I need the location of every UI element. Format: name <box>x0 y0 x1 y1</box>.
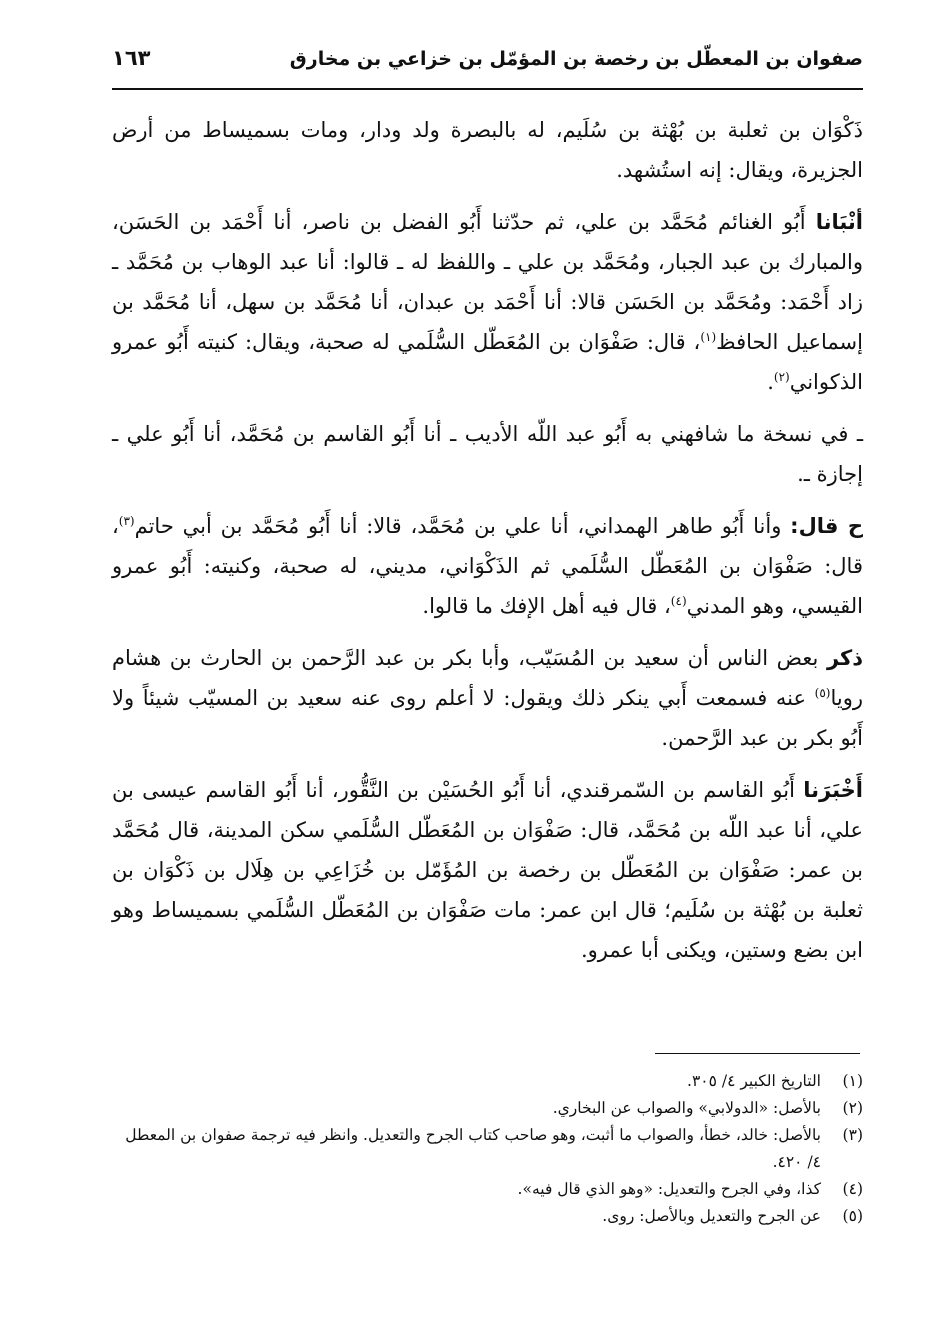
footnote-marker: (٢) <box>773 370 790 384</box>
footnote-text: التاريخ الكبير ٤/ ٣٠٥. <box>687 1072 821 1090</box>
page-number: ١٦٣ <box>112 46 151 70</box>
paragraph-1 <box>112 110 863 190</box>
paragraph-text: ، قال فيه أهل الإفك ما قالوا. <box>422 594 671 618</box>
paragraph-text: ـ في نسخة ما شافهني به أَبُو عبد اللّه الأديب ـ أنا أَبُو القاسم بن مُحَمَّد، أنا أَبُو علي ـ إجازة ـ. <box>112 422 863 486</box>
footnote-marker: (٥) <box>814 686 831 700</box>
paragraph-5 <box>112 638 863 758</box>
footnote-number: (٣) <box>842 1126 863 1144</box>
header-divider <box>112 88 863 90</box>
footnotes <box>112 1068 863 1230</box>
paragraph-lead: أَخْبَرَنا <box>803 778 863 802</box>
paragraph-lead: أنْبَانا <box>815 210 863 234</box>
footnote-1 <box>112 1068 863 1095</box>
footnote-3 <box>112 1122 863 1176</box>
footnote-marker: (٤) <box>670 594 687 608</box>
paragraph-4 <box>112 506 863 626</box>
paragraph-lead: ح قال: <box>790 514 864 538</box>
footnote-text: كذا، وفي الجرح والتعديل: «وهو الذي قال فيه». <box>517 1180 821 1198</box>
paragraph-2 <box>112 202 863 402</box>
footnote-number: (٥) <box>842 1207 863 1225</box>
paragraph-text: أَبُو الغنائم مُحَمَّد بن علي، ثم حدّثنا أَبُو الفضل بن ناصر، أنا أَحْمَد بن الحَسَن، والمبارك بن عبد الجبار، ومُحَمَّد بن علي ـ واللفظ له ـ قالوا: أنا عبد الوهاب بن مُحَمَّد ـ زاد أَحْمَد: ومُحَمَّد بن الحَسَن قالا: أنا أَحْمَد بن عبدان، أنا مُحَمَّد بن سهل، أنا مُحَمَّد بن إسماعيل الحافظ <box>112 210 863 354</box>
paragraph-lead: ذكر <box>826 646 863 670</box>
footnote-divider <box>655 1053 860 1054</box>
running-header <box>112 42 863 86</box>
footnote-number: (٤) <box>842 1180 863 1198</box>
paragraph-text: ذَكْوَان بن ثعلبة بن بُهْثة بن سُلَيم، له بالبصرة ولد ودار، ومات بسميساط من أرض الجزيرة، ويقال: إنه استُشهد. <box>112 118 863 182</box>
running-title: صفوان بن المعطّل بن رخصة بن المؤمّل بن خزاعي بن مخارق <box>289 48 863 70</box>
footnote-2 <box>112 1095 863 1122</box>
footnote-number: (١) <box>842 1072 863 1090</box>
paragraph-text: عنه فسمعت أَبي ينكر ذلك ويقول: لا أعلم روى عنه سعيد بن المسيّب شيئاً ولا أَبُو بكر بن عبد الرَّحمن. <box>112 686 863 750</box>
paragraph-text: . <box>767 370 774 394</box>
footnote-marker: (٣) <box>118 514 135 528</box>
footnote-text: بالأصل: خالد، خطأ، والصواب ما أثبت، وهو صاحب كتاب الجرح والتعديل. وانظر فيه ترجمة صفوان بن المعطل ٤/ ٤٢٠. <box>125 1126 821 1171</box>
footnote-text: عن الجرح والتعديل وبالأصل: روى. <box>602 1207 821 1225</box>
main-text <box>112 110 863 982</box>
paragraph-text: أَبُو القاسم بن السّمرقندي، أنا أَبُو الحُسَيْن بن النَّقُّور، أنا أَبُو القاسم عيسى بن علي، أنا عبد اللّه بن مُحَمَّد، قال: صَفْوَان بن المُعَطّل السُّلَمي سكن المدينة، قال مُحَمَّد بن عمر: صَفْوَان بن المُعَطّل بن رخصة بن المُؤَمّل بن خُزَاعِي بن هِلَال بن ذَكْوَان بن ثعلبة بن بُهْثة بن سُلَيم؛ قال ابن عمر: مات صَفْوَان بن المُعَطّل السُّلَمي بسميساط وهو ابن بضع وستين، ويكنى أبا عمرو. <box>112 778 863 962</box>
footnote-number: (٢) <box>842 1099 863 1117</box>
paragraph-text: بعض الناس أن سعيد بن المُسَيّب، وأبا بكر بن عبد الرَّحمن بن الحارث بن هشام رويا <box>112 646 863 710</box>
paragraph-3 <box>112 414 863 494</box>
footnote-4 <box>112 1176 863 1203</box>
paragraph-text: ، قال: صَفْوَان بن المُعَطّل السُّلَمي له صحبة، ويقال: كنيته أَبُو عمرو الذكواني <box>112 330 863 394</box>
footnote-marker: (١) <box>700 330 717 344</box>
paragraph-text: وأنا أَبُو طاهر الهمداني، أنا علي بن مُحَمَّد، قالا: أنا أَبُو مُحَمَّد بن أبي حاتم <box>134 514 791 538</box>
paragraph-text: ، قال: صَفْوَان بن المُعَطّل السُّلَمي ثم الذَكْوَاني، مديني، له صحبة، وكنيته: أَبُو عمرو القيسي، وهو المدني <box>112 514 863 618</box>
footnote-text: بالأصل: «الدولابي» والصواب عن البخاري. <box>552 1099 821 1117</box>
footnote-5 <box>112 1203 863 1230</box>
paragraph-6 <box>112 770 863 970</box>
